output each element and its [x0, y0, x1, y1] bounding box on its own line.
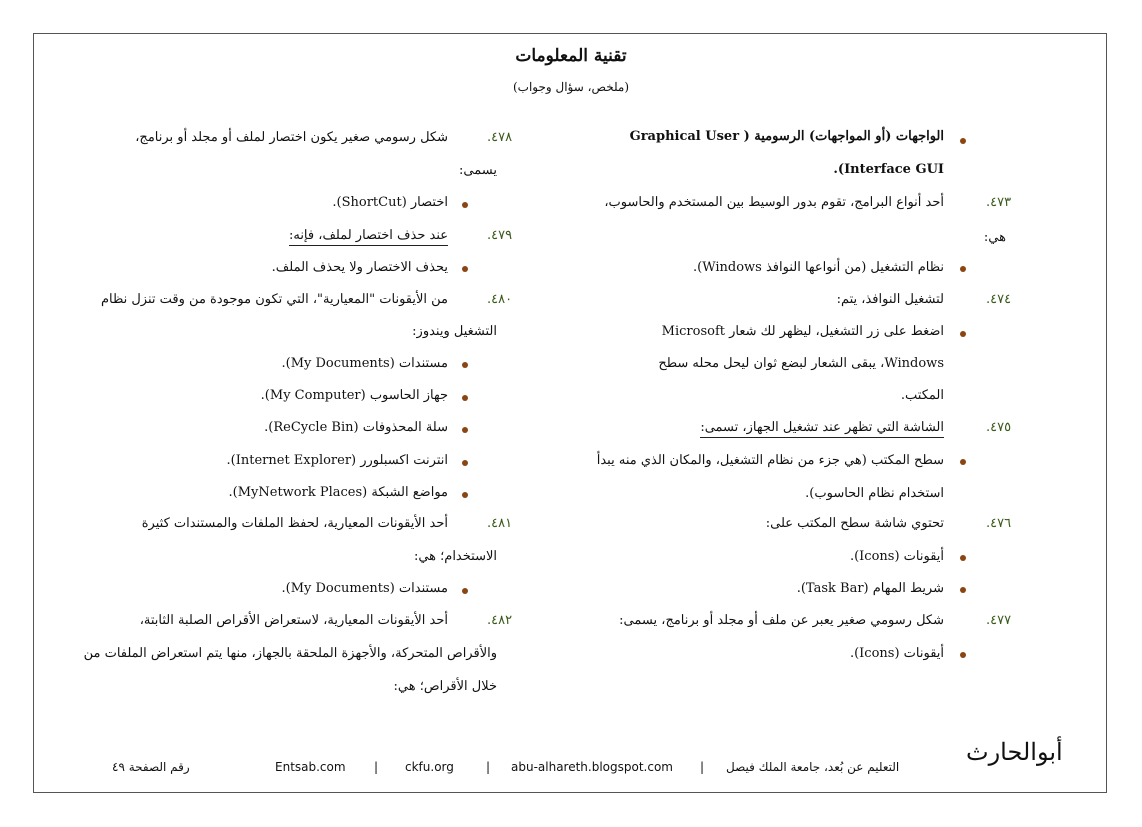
question-number: ٤٧٣. — [986, 195, 1012, 210]
question-number: ٤٧٥. — [986, 420, 1012, 435]
answer-line: استخدام نظام الحاسوب). — [805, 486, 944, 501]
answer-line: اضغط على زر التشغيل، ليظهر لك شعار Microsoft — [661, 324, 944, 339]
bullet-icon — [462, 427, 468, 433]
question-number: ٤٧٨. — [487, 130, 513, 145]
answer-line: يحذف الاختصار ولا يحذف الملف. — [271, 260, 448, 275]
answer-line: جهاز الحاسوب (My Computer). — [260, 388, 448, 403]
answer-line: سلة المحذوفات (ReCycle Bin). — [264, 420, 448, 435]
question-text — [700, 418, 944, 438]
answer-line: Interface GUI). — [833, 162, 944, 177]
answer-line: مستندات (My Documents). — [281, 581, 448, 596]
page-number: رقم الصفحة ٤٩ — [112, 760, 190, 774]
answer-line: Windows، يبقى الشعار لبضع ثوان ليحل محله سطح — [658, 356, 944, 371]
bullet-icon — [462, 202, 468, 208]
question-text: لتشغيل النوافذ، يتم: — [836, 292, 944, 307]
question-number: ٤٨٢. — [487, 613, 513, 628]
question-text: الاستخدام؛ هي: — [413, 549, 497, 564]
footer-separator: | — [374, 760, 379, 774]
question-underlined: عند حذف اختصار لملف، فإنه: — [289, 228, 448, 246]
question-text: أحد أنواع البرامج، تقوم بدور الوسيط بين المستخدم والحاسوب، — [604, 195, 944, 210]
bullet-icon — [462, 362, 468, 368]
bullet-icon — [462, 395, 468, 401]
question-number: ٤٨١. — [487, 516, 513, 531]
bullet-icon — [960, 266, 966, 272]
question-text: التشغيل ويندوز: — [412, 324, 497, 339]
bullet-icon — [960, 459, 966, 465]
answer-line: مواضع الشبكة (MyNetwork Places). — [228, 485, 448, 500]
question-text: شكل رسومي صغير يعبر عن ملف أو مجلد أو برنامج، يسمى: — [619, 613, 944, 628]
bullet-icon — [462, 588, 468, 594]
answer-line: المكتب. — [900, 388, 944, 403]
bullet-icon — [960, 331, 966, 337]
question-text: يسمى: — [459, 163, 497, 178]
question-text — [289, 226, 448, 246]
question-text: والأقراص المتحركة، والأجهزة الملحقة بالجهاز، منها يتم استعراض الملفات من — [83, 646, 497, 661]
question-number: ٤٧٤. — [986, 292, 1012, 307]
footer-separator: | — [486, 760, 491, 774]
answer-line: أيقونات (Icons). — [849, 549, 944, 564]
footer-separator: | — [700, 760, 705, 774]
answer-line: نظام التشغيل (من أنواعها النوافذ Windows). — [693, 260, 944, 275]
question-number: ٤٧٩. — [487, 228, 513, 243]
question-number: ٤٧٧. — [986, 613, 1012, 628]
question-text: تحتوي شاشة سطح المكتب على: — [765, 516, 944, 531]
question-number: ٤٨٠. — [487, 292, 513, 307]
bullet-icon — [960, 587, 966, 593]
answer-line: شريط المهام (Task Bar). — [796, 581, 944, 596]
question-underlined: الشاشة التي تظهر عند تشغيل الجهاز، تسمى: — [700, 420, 944, 438]
footer-ckfu-link[interactable]: ckfu.org — [405, 760, 454, 774]
bullet-icon — [960, 652, 966, 658]
bullet-icon — [960, 555, 966, 561]
page-title: تقنية المعلومات — [515, 46, 627, 66]
question-text: خلال الأقراص؛ هي: — [393, 679, 497, 694]
question-number: ٤٧٦. — [986, 516, 1012, 531]
answer-line: الواجهات (أو المواجهات) الرسومية ( Graphical User — [629, 129, 944, 144]
footer-blog-link[interactable]: abu-alhareth.blogspot.com — [511, 760, 673, 774]
footer-entsab-link[interactable]: Entsab.com — [275, 760, 346, 774]
logo-signature: أبوالحارث — [966, 738, 1063, 766]
footer-university: التعليم عن بُعد، جامعة الملك فيصل — [726, 760, 900, 774]
bullet-icon — [462, 492, 468, 498]
question-text: من الأيقونات "المعيارية"، التي تكون موجودة من وقت تنزل نظام — [100, 292, 448, 307]
answer-line: سطح المكتب (هي جزء من نظام التشغيل، والمكان الذي منه يبدأ — [596, 453, 944, 468]
question-text: شكل رسومي صغير يكون اختصار لملف أو مجلد أو برنامج، — [135, 130, 448, 145]
question-text: هي: — [983, 230, 1006, 245]
answer-line: اختصار (ShortCut). — [332, 195, 448, 210]
page-subtitle: (ملخص، سؤال وجواب) — [512, 80, 630, 94]
bullet-icon — [462, 266, 468, 272]
bullet-icon — [960, 138, 966, 144]
answer-line: انترنت اكسبلورر (Internet Explorer). — [226, 453, 448, 468]
answer-line: أيقونات (Icons). — [849, 646, 944, 661]
question-text: أحد الأيقونات المعيارية، لاستعراض الأقراص الصلبة الثابتة، — [139, 613, 448, 628]
answer-line: مستندات (My Documents). — [281, 356, 448, 371]
bullet-icon — [462, 460, 468, 466]
question-text: أحد الأيقونات المعيارية، لحفظ الملفات والمستندات كثيرة — [141, 516, 448, 531]
